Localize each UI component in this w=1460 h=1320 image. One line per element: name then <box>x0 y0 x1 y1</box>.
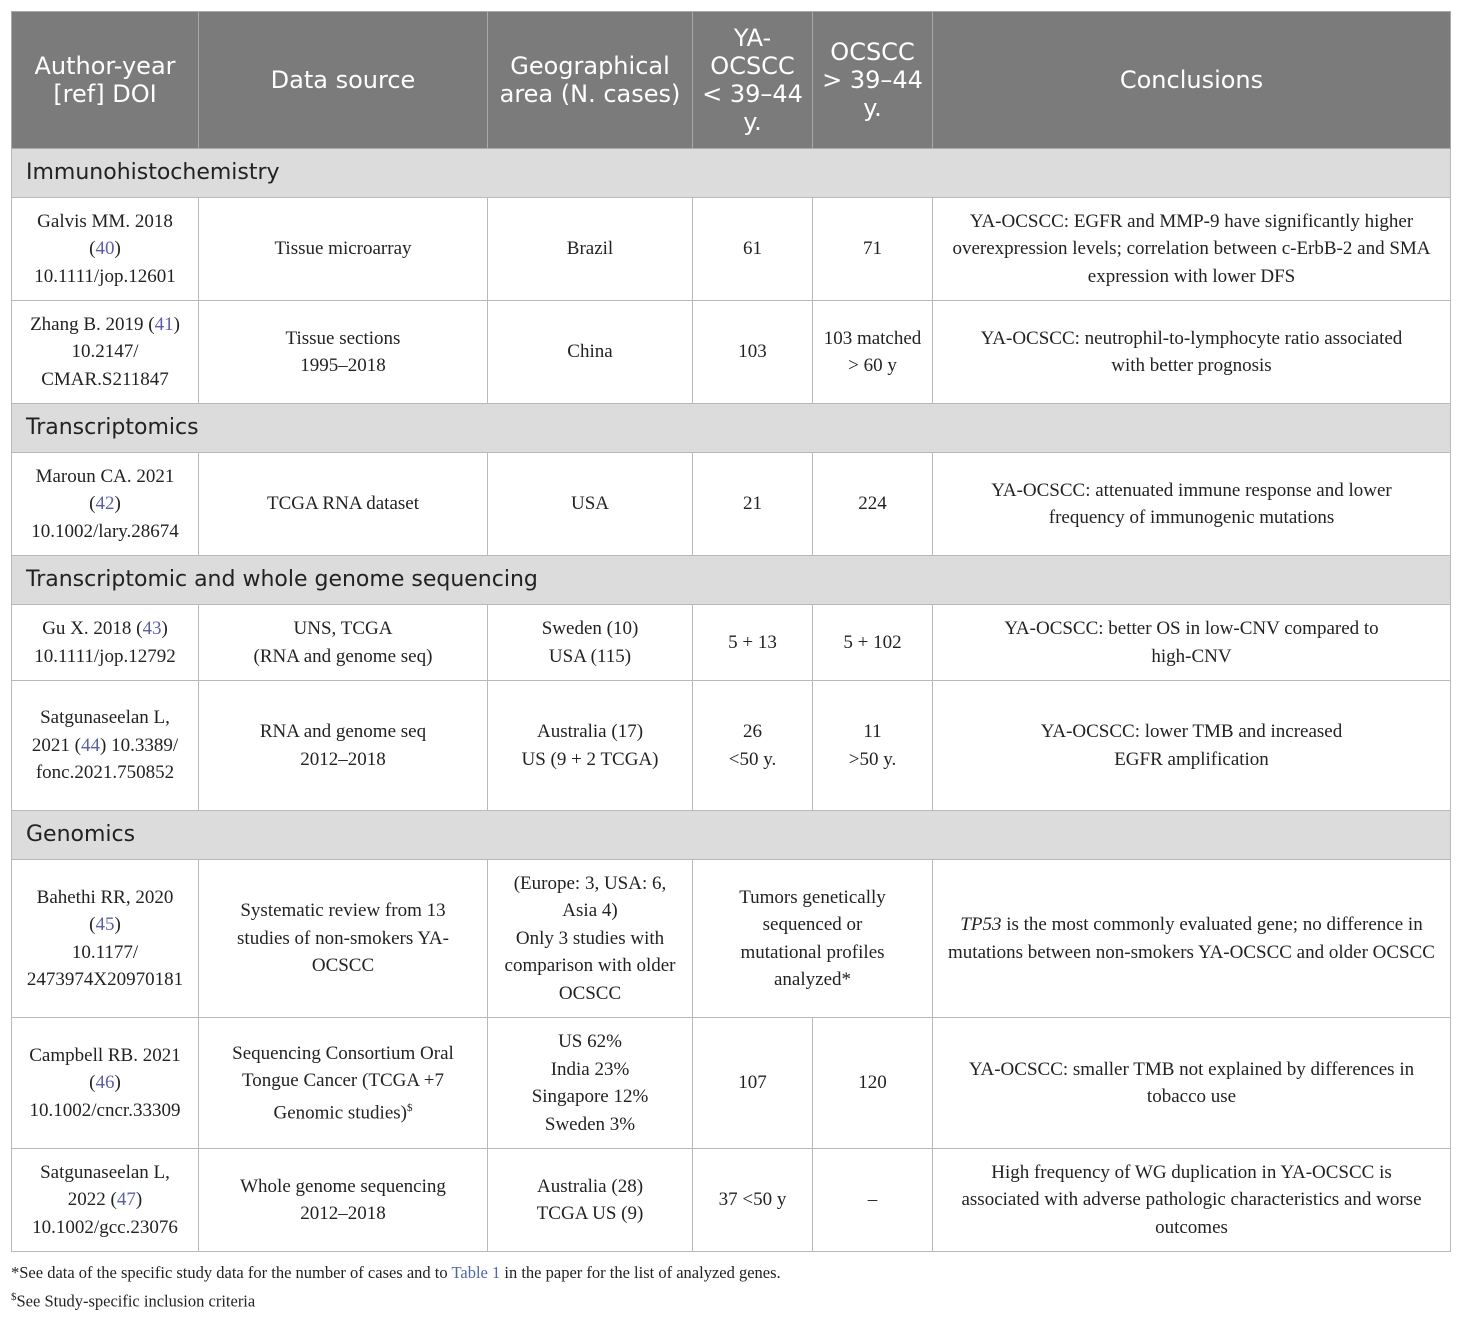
doi: 10.1002/gcc.23076 <box>32 1216 178 1238</box>
cases-merged-cell: Tumors genetically sequenced or mutational profiles analyzed* <box>693 860 933 1018</box>
data-source-cell: Systematic review from 13 studies of non-smokers YA-OCSCC <box>199 860 488 1018</box>
table-row <box>12 301 1451 404</box>
geo-area-cell: USA <box>488 453 693 556</box>
ref-link[interactable]: 46 <box>95 1072 115 1094</box>
section-transcriptomic-wgs: Transcriptomic and whole genome sequencing <box>12 556 1451 605</box>
doi: 10.3389/ fonc.2021.750852 <box>35 734 179 784</box>
table-row <box>12 1149 1451 1252</box>
doi: 10.1002/lary.28674 <box>31 520 179 542</box>
ya-cases-cell: 5 + 13 <box>693 605 813 681</box>
old-cases-cell: 11 >50 y. <box>813 681 933 811</box>
data-source-cell: TCGA RNA dataset <box>199 453 488 556</box>
conclusion-cell: TP53 is the most commonly evaluated gene; no difference in mutations between non-smokers YA-OCSCC and older OCSCC <box>933 860 1451 1018</box>
ref-link[interactable]: 43 <box>142 618 162 639</box>
table-row <box>12 605 1451 681</box>
ref-link[interactable]: 42 <box>95 493 115 515</box>
data-table <box>11 11 1451 1252</box>
header-author: Author-year [ref] DOI <box>12 12 199 149</box>
section-genomics: Genomics <box>12 811 1451 860</box>
ref-link[interactable]: 47 <box>116 1189 136 1211</box>
geo-area-cell: Sweden (10) USA (115) <box>488 605 693 681</box>
table-1-link[interactable]: Table 1 <box>451 1263 501 1282</box>
data-source-cell: Tissue sections 1995–2018 <box>199 301 488 404</box>
conclusion-cell: YA-OCSCC: neutrophil-to-lymphocyte ratio associated with better prognosis <box>933 301 1451 404</box>
old-cases-cell: 103 matched > 60 y <box>813 301 933 404</box>
data-source-cell: Sequencing Consortium Oral Tongue Cancer (TCGA +7 Genomic studies)$ <box>199 1018 488 1149</box>
gene-name: TP53 <box>960 914 1002 935</box>
ref-link[interactable]: 45 <box>95 914 115 935</box>
section-immunohistochemistry: Immunohistochemistry <box>12 149 1451 198</box>
table-row <box>12 453 1451 556</box>
author-name: Bahethi RR, 2020 <box>36 886 174 908</box>
doi: 10.1177/ 2473974X20970181 <box>26 941 184 990</box>
author-cell: Bahethi RR, 2020 (45) 10.1177/ 2473974X20970181 <box>12 860 199 1018</box>
geo-area-cell: US 62% India 23% Singapore 12% Sweden 3% <box>488 1018 693 1149</box>
header-data-source: Data source <box>199 12 488 149</box>
author-name: Galvis MM. 2018 <box>37 210 173 232</box>
geo-area-cell: (Europe: 3, USA: 6, Asia 4) Only 3 studies with comparison with older OCSCC <box>488 860 693 1018</box>
header-ya-ocscc: YA-OCSCC < 39–44 y. <box>693 12 813 149</box>
ya-cases-cell: 61 <box>693 198 813 301</box>
ref-link[interactable]: 40 <box>95 238 115 260</box>
ya-cases-cell: 21 <box>693 453 813 556</box>
conclusion-cell: YA-OCSCC: smaller TMB not explained by differences in tobacco use <box>933 1018 1451 1149</box>
conclusion-cell: YA-OCSCC: lower TMB and increased EGFR amplification <box>933 681 1451 811</box>
conclusion-cell: High frequency of WG duplication in YA-OCSCC is associated with adverse pathologic characteristics and worse outcomes <box>933 1149 1451 1252</box>
doi: 10.1002/cncr.33309 <box>29 1099 181 1121</box>
section-transcriptomics: Transcriptomics <box>12 404 1451 453</box>
header-ocscc: OCSCC > 39–44 y. <box>813 12 933 149</box>
ref-link[interactable]: 41 <box>154 313 174 335</box>
ya-cases-cell: 103 <box>693 301 813 404</box>
conclusion-cell: YA-OCSCC: attenuated immune response and lower frequency of immunogenic mutations <box>933 453 1451 556</box>
table-row <box>12 860 1451 1018</box>
author-name: Satgunaseelan L, 2021 <box>31 707 170 756</box>
geo-area-cell: China <box>488 301 693 404</box>
header-row <box>12 12 1451 149</box>
old-cases-cell: – <box>813 1149 933 1252</box>
table-row <box>12 198 1451 301</box>
header-geo-area: Geographical area (N. cases) <box>488 12 693 149</box>
author-name: Zhang B. 2019 <box>30 313 144 335</box>
author-name: Campbell RB. 2021 <box>29 1044 181 1066</box>
ya-cases-cell: 107 <box>693 1018 813 1149</box>
author-name: Gu X. 2018 <box>42 618 132 639</box>
doi: 10.1111/jop.12601 <box>34 265 176 287</box>
author-cell: Maroun CA. 2021 (42) 10.1002/lary.28674 <box>12 453 199 556</box>
geo-area-cell: Australia (17) US (9 + 2 TCGA) <box>488 681 693 811</box>
old-cases-cell: 5 + 102 <box>813 605 933 681</box>
header-conclusions: Conclusions <box>933 12 1451 149</box>
geo-area-cell: Brazil <box>488 198 693 301</box>
conclusion-cell: YA-OCSCC: better OS in low-CNV compared to high-CNV <box>933 605 1451 681</box>
conclusion-cell: YA-OCSCC: EGFR and MMP-9 have significantly higher overexpression levels; correlation between c-ErbB-2 and SMA expression with lower DFS <box>933 198 1451 301</box>
author-name: Maroun CA. 2021 <box>35 465 175 487</box>
author-cell: Satgunaseelan L, 2022 (47) 10.1002/gcc.23076 <box>12 1149 199 1252</box>
data-source-cell: Tissue microarray <box>199 198 488 301</box>
author-cell: Satgunaseelan L, 2021 (44) 10.3389/ fonc.2021.750852 <box>12 681 199 811</box>
geo-area-cell: Australia (28) TCGA US (9) <box>488 1149 693 1252</box>
ya-cases-cell: 37 <50 y <box>693 1149 813 1252</box>
footnote-2: $See Study-specific inclusion criteria <box>11 1291 256 1311</box>
table-row <box>12 1018 1451 1149</box>
old-cases-cell: 71 <box>813 198 933 301</box>
doi: 10.2147/ CMAR.S211847 <box>41 341 169 390</box>
table-row <box>12 681 1451 811</box>
doi: 10.1111/jop.12792 <box>34 645 176 667</box>
ya-cases-cell: 26 <50 y. <box>693 681 813 811</box>
data-source-cell: UNS, TCGA (RNA and genome seq) <box>199 605 488 681</box>
author-cell: Gu X. 2018 (43) 10.1111/jop.12792 <box>12 605 199 681</box>
ref-link[interactable]: 44 <box>80 734 100 756</box>
author-cell: Campbell RB. 2021 (46) 10.1002/cncr.33309 <box>12 1018 199 1149</box>
table-container <box>11 11 1450 1314</box>
author-name: Satgunaseelan L, 2022 <box>40 1161 170 1211</box>
old-cases-cell: 224 <box>813 453 933 556</box>
author-cell: Zhang B. 2019 (41) 10.2147/ CMAR.S211847 <box>12 301 199 404</box>
old-cases-cell: 120 <box>813 1018 933 1149</box>
author-cell: Galvis MM. 2018 (40) 10.1111/jop.12601 <box>12 198 199 301</box>
data-source-cell: Whole genome sequencing 2012–2018 <box>199 1149 488 1252</box>
footnote-1: *See data of the specific study data for the number of cases and to Table 1 in the paper for the list of analyzed genes. <box>11 1263 781 1282</box>
data-source-cell: RNA and genome seq 2012–2018 <box>199 681 488 811</box>
